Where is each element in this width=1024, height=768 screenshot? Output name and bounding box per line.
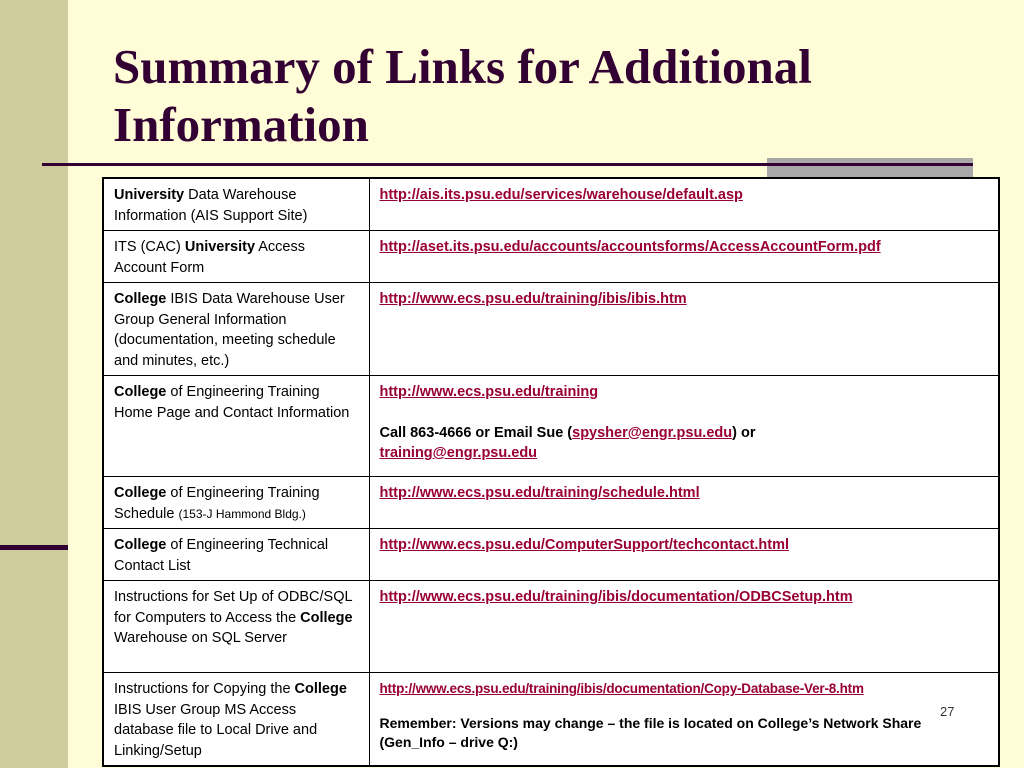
label-text: Instructions for Copying the	[114, 681, 295, 697]
label-text: IBIS User Group MS Access database file to Local Drive and Linking/Setup	[114, 701, 318, 759]
slide-title: Summary of Links for Additional Information	[113, 39, 812, 152]
contact-text: Call 863-4666 or Email Sue (	[379, 424, 573, 441]
label-text: of Engineering Technical Contact List	[114, 537, 329, 574]
link-cell	[369, 178, 999, 231]
label-text: Instructions for Set Up of ODBC/SQL for Computers to Access the	[114, 589, 352, 626]
description-cell	[103, 529, 369, 581]
description-cell	[103, 283, 369, 376]
table-row	[103, 477, 999, 529]
link-tech-contact[interactable]: http://www.ecs.psu.edu/ComputerSupport/techcontact.html	[379, 537, 790, 553]
link-cell	[369, 673, 999, 767]
version-note: Remember: Versions may change – the file is located on College’s Network Share (Gen_Info – drive Q:)	[379, 714, 922, 750]
link-copy-database[interactable]: http://www.ecs.psu.edu/training/ibis/documentation/Copy-Database-Ver-8.htm	[379, 681, 864, 696]
link-cell	[369, 581, 999, 673]
label-bold: College	[114, 485, 167, 501]
description-cell	[103, 376, 369, 477]
side-band	[0, 0, 68, 768]
label-bold: University	[184, 239, 256, 255]
link-cell	[369, 529, 999, 581]
email-link-training[interactable]: training@engr.psu.edu	[379, 445, 538, 461]
label-text: of Engineering Training Home Page and Contact Information	[114, 384, 350, 421]
description-cell	[103, 178, 369, 231]
label-text: IBIS Data Warehouse User Group General Information (documentation, meeting schedule and minutes, etc.)	[114, 291, 345, 369]
label-text: Access Account Form	[114, 239, 305, 276]
label-bold: University	[114, 187, 185, 203]
description-cell	[103, 231, 369, 283]
table-row	[103, 376, 999, 477]
label-bold: College	[294, 681, 347, 697]
label-bold: College	[114, 291, 167, 307]
email-link-sue[interactable]: spysher@engr.psu.edu	[572, 424, 733, 441]
link-access-account-form[interactable]: http://aset.its.psu.edu/accounts/accountsforms/AccessAccountForm.pdf	[379, 239, 881, 255]
label-location: (153-J Hammond Bldg.)	[178, 506, 306, 521]
page-number: 27	[940, 704, 955, 719]
label-bold: College	[114, 537, 167, 553]
description-cell	[103, 477, 369, 529]
accent-block	[767, 158, 973, 177]
label-bold: College	[114, 384, 167, 400]
link-training-home[interactable]: http://www.ecs.psu.edu/training	[379, 384, 599, 400]
contact-info	[380, 423, 990, 464]
label-bold: College	[300, 609, 353, 626]
link-cell	[369, 376, 999, 477]
table-row	[103, 178, 999, 231]
table-row	[103, 581, 999, 673]
link-cell	[369, 477, 999, 529]
link-cell	[369, 283, 999, 376]
label-text: ITS (CAC)	[114, 239, 185, 255]
link-cell	[369, 231, 999, 283]
table-row	[103, 231, 999, 283]
table-row	[103, 283, 999, 376]
contact-text: ) or	[732, 424, 756, 441]
link-training-schedule[interactable]: http://www.ecs.psu.edu/training/schedule.html	[379, 485, 700, 501]
link-ais-warehouse[interactable]: http://ais.its.psu.edu/services/warehouse/default.asp	[379, 187, 743, 203]
link-odbc-setup[interactable]: http://www.ecs.psu.edu/training/ibis/documentation/ODBCSetup.htm	[379, 589, 853, 605]
link-ibis-info[interactable]: http://www.ecs.psu.edu/training/ibis/ibis.htm	[379, 291, 687, 307]
side-accent-bar	[0, 545, 68, 550]
label-text: Data Warehouse Information (AIS Support Site)	[114, 187, 308, 224]
table-row	[103, 673, 999, 767]
table-row	[103, 529, 999, 581]
description-cell	[103, 581, 369, 673]
label-text: of Engineering Training Schedule	[114, 485, 320, 522]
description-cell	[103, 673, 369, 767]
label-text: Warehouse on SQL Server	[114, 630, 288, 646]
links-table	[102, 177, 1000, 767]
